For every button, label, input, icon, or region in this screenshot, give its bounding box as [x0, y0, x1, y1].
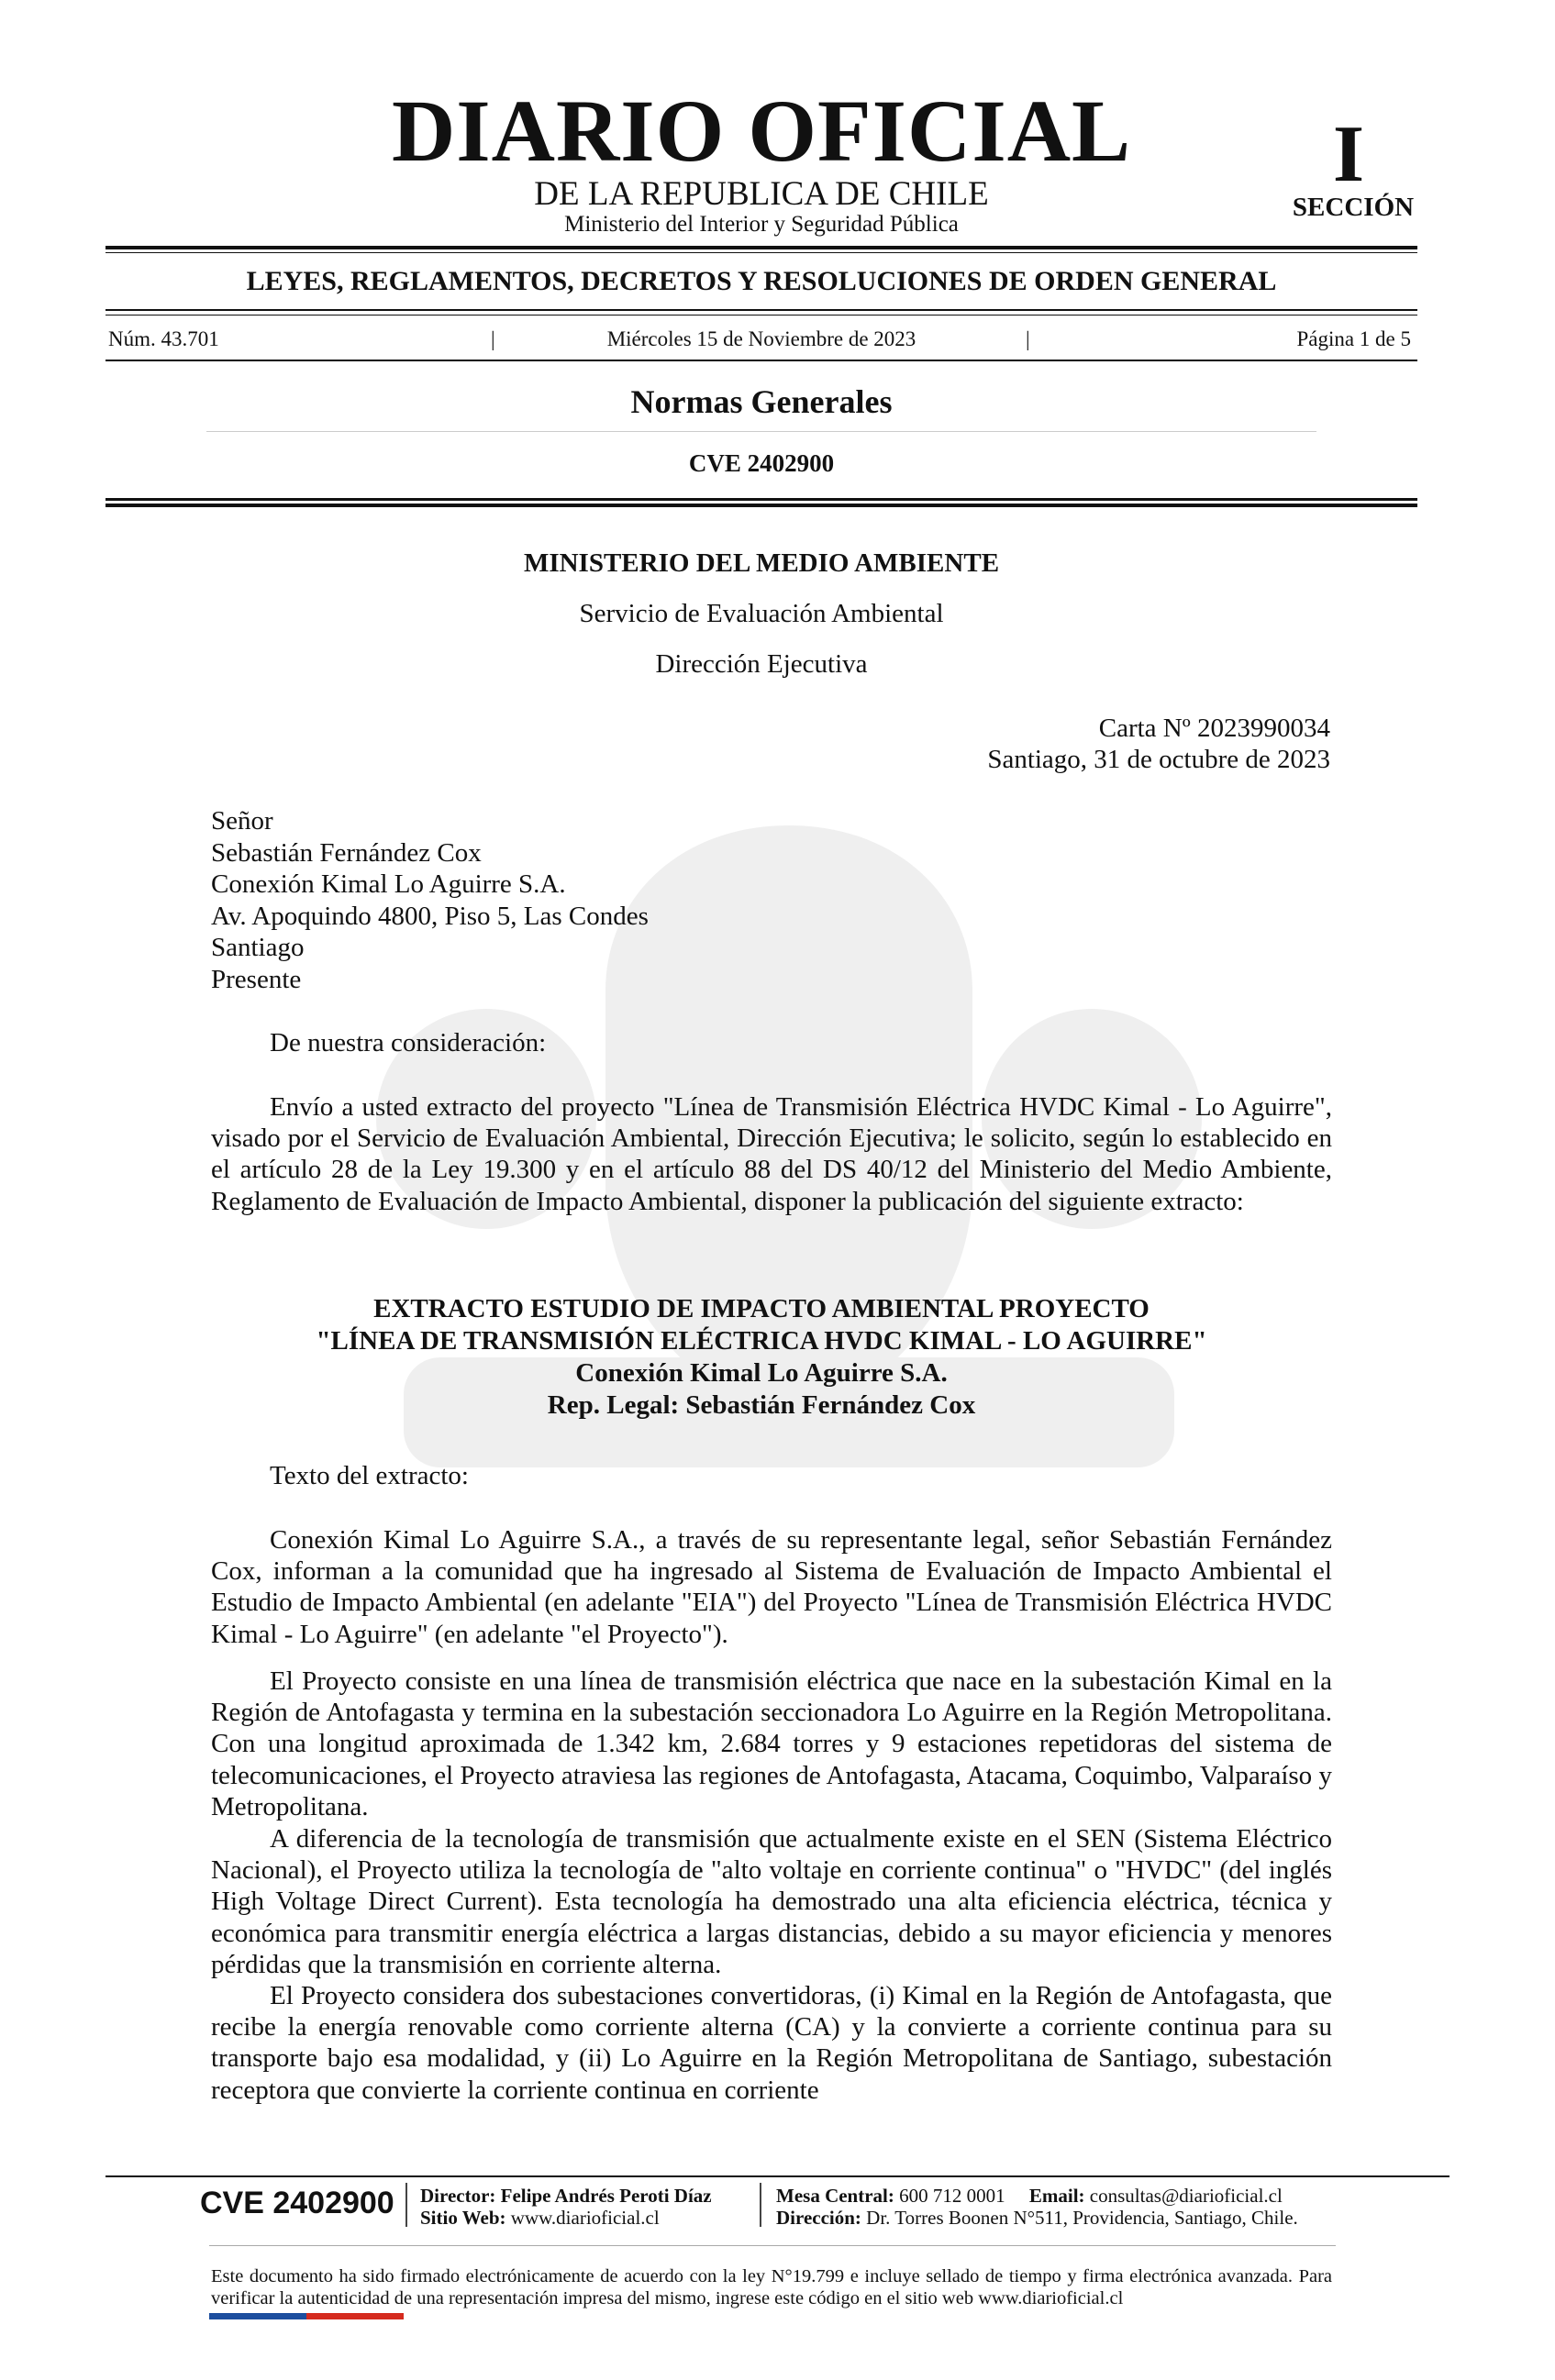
- footer-address: Dr. Torres Boonen N°511, Providencia, Santiago, Chile.: [866, 2207, 1298, 2229]
- masthead-rule-thin: [106, 252, 1417, 253]
- letter-number: Carta Nº 2023990034: [1098, 714, 1330, 743]
- flag-bar-red: [306, 2313, 404, 2319]
- director-name: Felipe Andrés Peroti Díaz: [500, 2185, 712, 2207]
- section-title-underline: [206, 431, 1316, 432]
- extract-paragraph-1: Conexión Kimal Lo Aguirre S.A., a través de su representante legal, señor Sebastián Fernández Cox, informan a la comunidad que ha ingresado al Sistema de Evaluación de Impacto Ambiental el Estudio de Impacto Ambiental (en adelante "EIA") del Proyecto "Línea de Transmisión Eléctrica HVDC Kimal - Lo Aguirre" (en adelante "el Proyecto").: [211, 1525, 1332, 1649]
- address-line: Conexión Kimal Lo Aguirre S.A.: [211, 869, 566, 899]
- service-name: Servicio de Evaluación Ambiental: [579, 599, 944, 628]
- banner: LEYES, REGLAMENTOS, DECRETOS Y RESOLUCIONES DE ORDEN GENERAL: [246, 266, 1277, 296]
- info-rule-top: [106, 309, 1417, 311]
- address-line: Av. Apoquindo 4800, Piso 5, Las Condes: [211, 901, 649, 931]
- extract-paragraph-4: El Proyecto considera dos subestaciones convertidoras, (i) Kimal en la Región de Antofagasta, que recibe la energía renovable como corriente alterna (CA) y la convierte a corriente continua para su transporte bajo esa modalidad, y (ii) Lo Aguirre en la Región Metropolitana de Santiago, subestación receptora que convierte la corriente continua en corriente: [211, 1981, 1332, 2105]
- issue-number: Núm. 43.701: [108, 327, 219, 350]
- extract-paragraph-3: A diferencia de la tecnología de transmisión que actualmente existe en el SEN (Sistema Eléctrico Nacional), el Proyecto utiliza la tecnología de "alto voltaje en corriente continua" o "HVDC" (del inglés High Voltage Direct Current). Esta tecnología ha demostrado una alta eficiencia eléctrica, técnica y económica para transmitir energía eléctrica a largas distancias, debido a su mayor eficiencia y menores pérdidas que la transmisión en corriente alterna.: [211, 1824, 1332, 1979]
- masthead-ministry: Ministerio del Interior y Seguridad Pública: [564, 212, 959, 237]
- address-line: Señor: [211, 806, 273, 836]
- letter-place-date: Santiago, 31 de octubre de 2023: [987, 745, 1330, 774]
- issue-date: Miércoles 15 de Noviembre de 2023: [606, 327, 916, 350]
- extract-paragraph-2: El Proyecto consiste en una línea de transmisión eléctrica que nace en la subestación Kimal en la Región de Antofagasta y termina en la subestación seccionadora Lo Aguirre en la Región Metropolitana. Con una longitud aproximada de 1.342 km, 2.684 torres y 9 estaciones repetidoras del sistema de telecomunicaciones, el Proyecto atraviesa las regiones de Antofagasta, Atacama, Coquimbo, Valparaíso y Metropolitana.: [211, 1666, 1332, 1821]
- section-label: SECCIÓN: [1292, 193, 1415, 222]
- email-link[interactable]: consultas@diarioficial.cl: [1089, 2185, 1283, 2207]
- masthead-subtitle: DE LA REPUBLICA DE CHILE: [534, 175, 989, 213]
- page-indicator: Página 1 de 5: [1296, 327, 1411, 350]
- address-line: Santiago: [211, 933, 305, 962]
- mesa-label: Mesa Central:: [776, 2185, 894, 2207]
- website-link[interactable]: www.diarioficial.cl: [510, 2207, 660, 2229]
- info-separator: |: [1026, 327, 1030, 350]
- section-number: I: [1332, 110, 1365, 199]
- footer-director-block: [420, 2185, 712, 2229]
- web-label: Sitio Web:: [420, 2207, 506, 2229]
- address-block: [211, 805, 649, 995]
- footer-rule-thin: [209, 2245, 1336, 2246]
- extract-company: Conexión Kimal Lo Aguirre S.A.: [575, 1358, 948, 1388]
- extract-label: Texto del extracto:: [270, 1461, 469, 1490]
- director-label: Director:: [420, 2185, 496, 2207]
- footer-rule: [106, 2175, 1449, 2177]
- header-rule-thick: [106, 498, 1417, 501]
- extract-legal-rep: Rep. Legal: Sebastián Fernández Cox: [547, 1390, 976, 1420]
- masthead-title: DIARIO OFICIAL: [391, 82, 1132, 180]
- extract-title-line2: "LÍNEA DE TRANSMISIÓN ELÉCTRICA HVDC KIMAL - LO AGUIRRE": [316, 1326, 1207, 1356]
- flag-bar-blue: [209, 2313, 306, 2319]
- footer-contact-block: [776, 2185, 1298, 2229]
- footer-divider: [760, 2183, 761, 2227]
- info-rule-bottom: [106, 360, 1417, 361]
- footer-divider: [405, 2183, 407, 2227]
- address-line: Presente: [211, 964, 302, 994]
- address-label: Dirección:: [776, 2207, 861, 2229]
- intro-paragraph: Envío a usted extracto del proyecto "Línea de Transmisión Eléctrica HVDC Kimal - Lo Aguirre", visado por el Servicio de Evaluación Ambiental, Dirección Ejecutiva; le solicito, según lo establecido en el artículo 28 de la Ley 19.300 y en el artículo 88 del DS 40/12 del Ministerio del Medio Ambiente, Reglamento de Evaluación de Impacto Ambiental, disponer la publicación del siguiente extracto:: [211, 1092, 1332, 1216]
- footer-cve-code: CVE 2402900: [200, 2186, 394, 2220]
- mesa-phone: 600 712 0001: [899, 2185, 1005, 2207]
- extract-title-line1: EXTRACTO ESTUDIO DE IMPACTO AMBIENTAL PROYECTO: [373, 1294, 1150, 1323]
- masthead-rule-thick: [106, 246, 1417, 249]
- footer-legal-notice: Este documento ha sido firmado electrónicamente de acuerdo con la ley N°19.799 e incluye sellado de tiempo y firma electrónica avanzada. Para verificar la autenticidad de una representación impresa del mismo, ingrese este código en el sitio web www.diarioficial.cl: [211, 2266, 1332, 2308]
- address-line: Sebastián Fernández Cox: [211, 837, 482, 868]
- section-title: Normas Generales: [630, 383, 893, 420]
- ministry-heading: MINISTERIO DEL MEDIO AMBIENTE: [523, 548, 1000, 578]
- cve-code: CVE 2402900: [688, 449, 835, 477]
- header-rule-thick2: [106, 504, 1417, 507]
- direction-name: Dirección Ejecutiva: [655, 649, 868, 679]
- email-label: Email:: [1028, 2185, 1085, 2207]
- greeting: De nuestra consideración:: [270, 1028, 547, 1057]
- info-separator: |: [491, 327, 495, 350]
